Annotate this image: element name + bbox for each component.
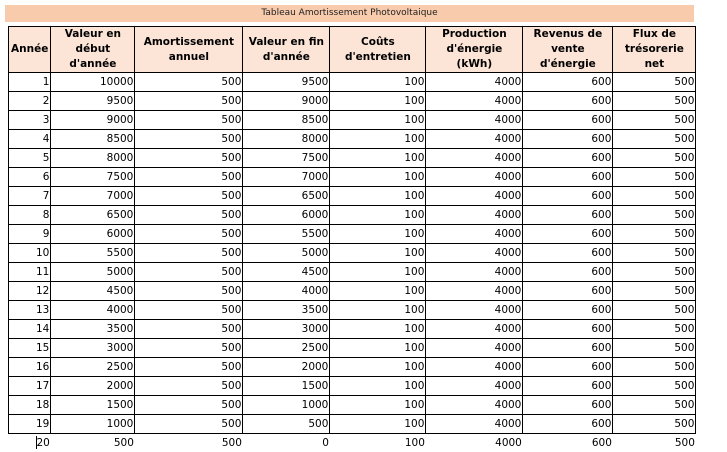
cell-flux[interactable]: 500 [613, 92, 696, 111]
table-row [9, 434, 696, 452]
cell-valeur-fin[interactable]: 4500 [243, 263, 330, 282]
cell-amortissement[interactable]: 500 [135, 377, 243, 396]
cell-production[interactable]: 4000 [426, 149, 523, 168]
cell-valeur-fin[interactable]: 8500 [243, 111, 330, 130]
cell-amortissement[interactable]: 500 [135, 301, 243, 320]
table-row [9, 111, 696, 130]
cell-valeur-debut[interactable]: 4500 [51, 282, 135, 301]
cell-flux[interactable]: 500 [613, 168, 696, 187]
cell-flux[interactable]: 500 [613, 377, 696, 396]
cell-valeur-fin[interactable]: 7000 [243, 168, 330, 187]
cell-revenus[interactable]: 600 [523, 434, 613, 452]
cell-valeur-fin[interactable]: 8000 [243, 130, 330, 149]
cell-annee[interactable]: 7 [9, 187, 51, 206]
table-row [9, 92, 696, 111]
table-title: Tableau Amortissement Photovoltaique [5, 5, 694, 22]
table-row [9, 187, 696, 206]
cell-annee[interactable]: 1 [9, 73, 51, 92]
cell-valeur-fin[interactable]: 7500 [243, 149, 330, 168]
cell-couts-entretien[interactable]: 100 [330, 377, 426, 396]
cell-valeur-debut[interactable]: 1500 [51, 396, 135, 415]
cell-revenus[interactable]: 600 [523, 377, 613, 396]
cell-valeur-fin[interactable]: 5000 [243, 244, 330, 263]
table-row [9, 415, 696, 434]
cell-valeur-debut[interactable]: 2000 [51, 377, 135, 396]
cell-flux[interactable]: 500 [613, 301, 696, 320]
cell-flux[interactable]: 500 [613, 339, 696, 358]
table-row [9, 358, 696, 377]
cell-revenus[interactable]: 600 [523, 415, 613, 434]
cell-couts-entretien[interactable]: 100 [330, 149, 426, 168]
cell-valeur-debut[interactable]: 500 [51, 434, 135, 452]
table-row [9, 73, 696, 92]
cell-valeur-fin[interactable]: 4000 [243, 282, 330, 301]
cell-amortissement[interactable]: 500 [135, 263, 243, 282]
cell-flux[interactable]: 500 [613, 263, 696, 282]
cell-amortissement[interactable]: 500 [135, 206, 243, 225]
cell-valeur-fin[interactable]: 3500 [243, 301, 330, 320]
cell-flux[interactable]: 500 [613, 415, 696, 434]
cell-revenus[interactable]: 600 [523, 225, 613, 244]
cell-flux[interactable]: 500 [613, 358, 696, 377]
cell-valeur-debut[interactable]: 5000 [51, 263, 135, 282]
cell-valeur-debut[interactable]: 6000 [51, 225, 135, 244]
cell-valeur-fin[interactable]: 6500 [243, 187, 330, 206]
cell-couts-entretien[interactable]: 100 [330, 396, 426, 415]
cell-production[interactable]: 4000 [426, 187, 523, 206]
cell-production[interactable]: 4000 [426, 168, 523, 187]
cell-valeur-fin[interactable]: 2000 [243, 358, 330, 377]
cell-amortissement[interactable]: 500 [135, 225, 243, 244]
cell-amortissement[interactable]: 500 [135, 73, 243, 92]
header-row [9, 27, 696, 73]
cell-valeur-debut[interactable]: 10000 [51, 73, 135, 92]
cell-amortissement[interactable]: 500 [135, 434, 243, 452]
cell-amortissement[interactable]: 500 [135, 187, 243, 206]
cell-production[interactable]: 4000 [426, 206, 523, 225]
cell-flux[interactable]: 500 [613, 244, 696, 263]
table-row [9, 206, 696, 225]
cell-production[interactable]: 4000 [426, 377, 523, 396]
cell-valeur-debut[interactable]: 7000 [51, 187, 135, 206]
cell-amortissement[interactable]: 500 [135, 168, 243, 187]
cell-amortissement[interactable]: 500 [135, 339, 243, 358]
cell-production[interactable]: 4000 [426, 73, 523, 92]
cell-flux[interactable]: 500 [613, 396, 696, 415]
cell-revenus[interactable]: 600 [523, 206, 613, 225]
cell-production[interactable]: 4000 [426, 111, 523, 130]
cell-valeur-fin[interactable]: 9500 [243, 73, 330, 92]
cell-amortissement[interactable]: 500 [135, 358, 243, 377]
cell-production[interactable]: 4000 [426, 358, 523, 377]
cell-valeur-debut[interactable]: 2500 [51, 358, 135, 377]
cell-annee[interactable]: 17 [9, 377, 51, 396]
cell-flux[interactable]: 500 [613, 187, 696, 206]
cell-valeur-fin[interactable]: 6000 [243, 206, 330, 225]
header-couts-entretien[interactable]: Coûts d'entretien [330, 27, 426, 73]
cell-revenus[interactable]: 600 [523, 396, 613, 415]
cell-couts-entretien[interactable]: 100 [330, 434, 426, 452]
cell-couts-entretien[interactable]: 100 [330, 187, 426, 206]
cell-amortissement[interactable]: 500 [135, 130, 243, 149]
cell-value: 20 [37, 437, 50, 449]
header-revenus[interactable]: Revenus de vente d'énergie [523, 27, 613, 73]
cell-couts-entretien[interactable]: 100 [330, 225, 426, 244]
cell-couts-entretien[interactable]: 100 [330, 415, 426, 434]
cell-valeur-fin[interactable]: 500 [243, 415, 330, 434]
cell-valeur-fin[interactable]: 5500 [243, 225, 330, 244]
cell-valeur-debut[interactable]: 1000 [51, 415, 135, 434]
cell-production[interactable]: 4000 [426, 434, 523, 452]
cell-production[interactable]: 4000 [426, 396, 523, 415]
cell-valeur-debut[interactable]: 9000 [51, 111, 135, 130]
table-row [9, 168, 696, 187]
table-row [9, 339, 696, 358]
cell-production[interactable]: 4000 [426, 244, 523, 263]
table-row [9, 263, 696, 282]
cell-production[interactable]: 4000 [426, 320, 523, 339]
cell-valeur-debut[interactable]: 8500 [51, 130, 135, 149]
cell-production[interactable]: 4000 [426, 415, 523, 434]
cell-revenus[interactable]: 600 [523, 111, 613, 130]
header-valeur-fin[interactable]: Valeur en fin d'année [243, 27, 330, 73]
header-amortissement[interactable]: Amortissement annuel [135, 27, 243, 73]
cell-revenus[interactable]: 600 [523, 73, 613, 92]
cell-amortissement[interactable]: 500 [135, 396, 243, 415]
cell-valeur-debut[interactable]: 9500 [51, 92, 135, 111]
cell-annee[interactable]: 2 [9, 92, 51, 111]
header-production[interactable]: Production d'énergie (kWh) [426, 27, 523, 73]
cell-amortissement[interactable]: 500 [135, 282, 243, 301]
cell-amortissement[interactable]: 500 [135, 92, 243, 111]
cell-valeur-debut[interactable]: 4000 [51, 301, 135, 320]
cell-valeur-fin[interactable]: 2500 [243, 339, 330, 358]
table-row [9, 130, 696, 149]
table-row [9, 396, 696, 415]
cell-valeur-debut[interactable]: 5500 [51, 244, 135, 263]
cell-couts-entretien[interactable]: 100 [330, 130, 426, 149]
cell-production[interactable]: 4000 [426, 282, 523, 301]
cell-flux[interactable]: 500 [613, 206, 696, 225]
cell-revenus[interactable]: 600 [523, 301, 613, 320]
cell-annee[interactable]: 14 [9, 320, 51, 339]
header-annee[interactable]: Année [9, 27, 51, 73]
header-flux[interactable]: Flux de trésorerie net [613, 27, 696, 73]
cell-amortissement[interactable]: 500 [135, 320, 243, 339]
cell-flux[interactable]: 500 [613, 73, 696, 92]
cell-revenus[interactable]: 600 [523, 339, 613, 358]
table-row [9, 320, 696, 339]
cell-annee[interactable]: 6 [9, 168, 51, 187]
cell-annee[interactable]: 12 [9, 282, 51, 301]
cell-production[interactable]: 4000 [426, 92, 523, 111]
cell-valeur-fin[interactable]: 1500 [243, 377, 330, 396]
cell-production[interactable]: 4000 [426, 339, 523, 358]
header-valeur-debut[interactable]: Valeur en début d'année [51, 27, 135, 73]
cell-flux[interactable]: 500 [613, 225, 696, 244]
cell-revenus[interactable]: 600 [523, 168, 613, 187]
cell-couts-entretien[interactable]: 100 [330, 301, 426, 320]
cell-annee[interactable]: 10 [9, 244, 51, 263]
table-row [9, 282, 696, 301]
table-row [9, 244, 696, 263]
cell-amortissement[interactable]: 500 [135, 111, 243, 130]
cell-amortissement[interactable]: 500 [135, 415, 243, 434]
cell-annee[interactable]: 11 [9, 263, 51, 282]
cell-valeur-fin[interactable]: 1000 [243, 396, 330, 415]
table-row [9, 377, 696, 396]
cell-revenus[interactable]: 600 [523, 358, 613, 377]
cell-valeur-debut[interactable]: 6500 [51, 206, 135, 225]
table-row [9, 149, 696, 168]
cell-revenus[interactable]: 600 [523, 244, 613, 263]
cell-production[interactable]: 4000 [426, 263, 523, 282]
cell-flux[interactable]: 500 [613, 130, 696, 149]
cell-production[interactable]: 4000 [426, 301, 523, 320]
cell-annee[interactable]: 3 [9, 111, 51, 130]
cell-production[interactable]: 4000 [426, 225, 523, 244]
cell-couts-entretien[interactable]: 100 [330, 244, 426, 263]
cell-couts-entretien[interactable]: 100 [330, 168, 426, 187]
cell-annee[interactable]: 19 [9, 415, 51, 434]
cell-annee[interactable]: 15 [9, 339, 51, 358]
cell-couts-entretien[interactable]: 100 [330, 320, 426, 339]
cell-annee[interactable]: 9 [9, 225, 51, 244]
cell-valeur-fin[interactable]: 0 [243, 434, 330, 452]
cell-couts-entretien[interactable]: 100 [330, 206, 426, 225]
cell-flux[interactable]: 500 [613, 282, 696, 301]
cell-annee[interactable]: 8 [9, 206, 51, 225]
cell-valeur-debut[interactable]: 3500 [51, 320, 135, 339]
cell-production[interactable]: 4000 [426, 130, 523, 149]
cell-annee[interactable]: 13 [9, 301, 51, 320]
cell-amortissement[interactable]: 500 [135, 149, 243, 168]
cell-revenus[interactable]: 600 [523, 92, 613, 111]
cell-couts-entretien[interactable]: 100 [330, 358, 426, 377]
cell-revenus[interactable]: 600 [523, 263, 613, 282]
cell-couts-entretien[interactable]: 100 [330, 339, 426, 358]
cell-flux[interactable]: 500 [613, 111, 696, 130]
cell-revenus[interactable]: 600 [523, 149, 613, 168]
cell-couts-entretien[interactable]: 100 [330, 92, 426, 111]
cell-couts-entretien[interactable]: 100 [330, 263, 426, 282]
cell-revenus[interactable]: 600 [523, 320, 613, 339]
cell-valeur-fin[interactable]: 3000 [243, 320, 330, 339]
cell-valeur-debut[interactable]: 3000 [51, 339, 135, 358]
cell-valeur-debut[interactable]: 8000 [51, 149, 135, 168]
cell-annee[interactable]: 4 [9, 130, 51, 149]
cell-revenus[interactable]: 600 [523, 187, 613, 206]
cell-flux[interactable]: 500 [613, 434, 696, 452]
cell-couts-entretien[interactable]: 100 [330, 282, 426, 301]
cell-revenus[interactable]: 600 [523, 282, 613, 301]
cell-flux[interactable]: 500 [613, 320, 696, 339]
cell-annee[interactable] [9, 434, 51, 452]
cell-revenus[interactable]: 600 [523, 130, 613, 149]
amortization-table [8, 26, 696, 452]
table-row [9, 225, 696, 244]
cell-annee[interactable]: 5 [9, 149, 51, 168]
table-row [9, 301, 696, 320]
cell-flux[interactable]: 500 [613, 149, 696, 168]
cell-couts-entretien[interactable]: 100 [330, 111, 426, 130]
cell-annee[interactable]: 18 [9, 396, 51, 415]
cell-valeur-debut[interactable]: 7500 [51, 168, 135, 187]
cell-couts-entretien[interactable]: 100 [330, 73, 426, 92]
cell-amortissement[interactable]: 500 [135, 244, 243, 263]
cell-annee[interactable]: 16 [9, 358, 51, 377]
cell-valeur-fin[interactable]: 9000 [243, 92, 330, 111]
